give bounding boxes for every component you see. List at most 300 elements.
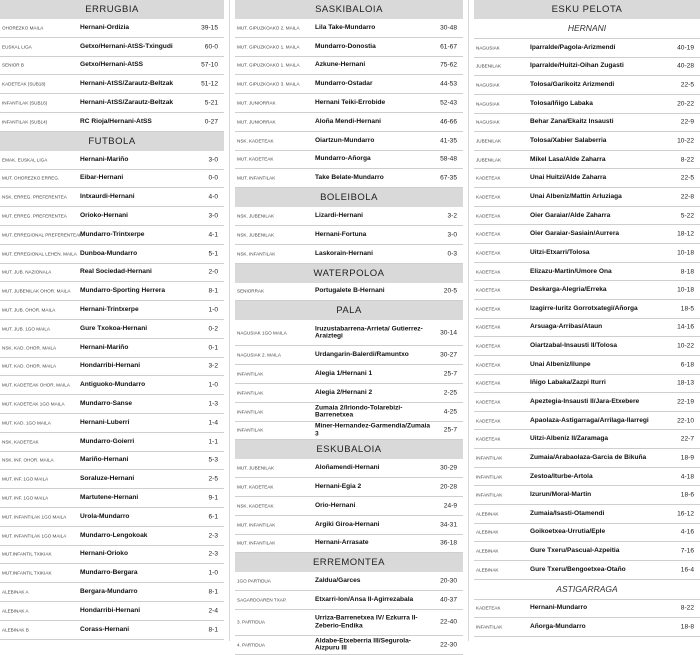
result-row-saskibaloia xyxy=(235,38,463,57)
match-score: 4-16 xyxy=(680,528,694,536)
match-score: 1-4 xyxy=(208,419,218,427)
match-teams: Aloñamendi-Hernani xyxy=(315,464,380,472)
category-label: KADETEAK xyxy=(476,175,501,181)
category-label: ALEBINAK xyxy=(476,567,499,573)
match-teams: Izurun/Moral-Martin xyxy=(530,491,592,499)
result-row-esku-pelota xyxy=(474,393,700,412)
section-header-errugbia: ERRUGBIA xyxy=(0,0,224,19)
category-label: KADETEAK xyxy=(476,418,501,424)
match-teams: Unai Albeniz/Mattin Arluziaga xyxy=(530,193,622,201)
result-row-errugbia xyxy=(0,94,224,113)
match-score: 39-15 xyxy=(201,24,218,32)
match-teams: Hernani-Arrasate xyxy=(315,539,369,547)
result-row-esku-pelota xyxy=(474,95,700,114)
match-score: 16-12 xyxy=(677,510,694,518)
match-score: 8-1 xyxy=(208,588,218,596)
category-label: NSK. INFANTILAK xyxy=(237,251,276,257)
category-label: MUT. KADETEAK 1GO MAILA xyxy=(2,401,65,407)
match-score: 25-7 xyxy=(443,370,457,378)
result-row-esku-pelota xyxy=(474,263,700,282)
match-teams: Uitzi-Etxarri/Tolosa xyxy=(530,249,590,257)
match-score: 41-35 xyxy=(440,137,457,145)
match-score: 18-13 xyxy=(677,379,694,387)
match-teams: Intxaurdi-Hernani xyxy=(80,193,135,201)
category-label: MUT. INFANTILAK xyxy=(237,522,276,528)
match-score: 1-3 xyxy=(208,400,218,408)
category-label: NAGUSIAK 2. MAILA xyxy=(237,352,281,358)
result-row-futbola xyxy=(0,583,224,602)
result-row-eskubaloia xyxy=(235,535,463,554)
match-score: 18-9 xyxy=(680,454,694,462)
match-score: 4-18 xyxy=(680,473,694,481)
match-score: 61-67 xyxy=(440,43,457,51)
result-row-esku-pelota xyxy=(474,486,700,505)
match-teams: Eibar-Hernani xyxy=(80,174,124,182)
category-label: MUT. ERREGIONAL LEHEN. MAILA xyxy=(2,251,77,257)
match-teams: Hernani-Luberri xyxy=(80,419,130,427)
match-teams: Tolosa/Xabier Salaberria xyxy=(530,137,607,145)
subsection-header-astigarraga: ASTIGARRAGA xyxy=(474,580,700,600)
match-score: 10-18 xyxy=(677,286,694,294)
match-teams: Orio-Hernani xyxy=(315,502,356,510)
result-row-saskibaloia xyxy=(235,94,463,113)
match-score: 67-35 xyxy=(440,174,457,182)
category-label: MUT. GIPUZKOAKO 3. MAILA xyxy=(237,81,300,87)
result-row-futbola xyxy=(0,226,224,245)
result-row-eskubaloia xyxy=(235,516,463,535)
result-row-errugbia xyxy=(0,19,224,38)
category-label: INFANTILAK xyxy=(476,474,503,480)
match-teams: Apaolaza-Astigarraga/Arrilaga-Ilarregi xyxy=(530,416,649,424)
result-row-saskibaloia xyxy=(235,169,463,188)
result-row-erremontea xyxy=(235,636,463,655)
category-label: MUT. GIPUZKOAKO 1. MAILA xyxy=(237,44,300,50)
result-row-esku-pelota xyxy=(474,281,700,300)
result-row-futbola xyxy=(0,264,224,283)
match-teams: Soraluze-Hernani xyxy=(80,475,135,483)
result-row-futbola xyxy=(0,170,224,189)
category-label: MUT. JUBENILAK OHOR. MAILA xyxy=(2,288,71,294)
result-row-esku-pelota xyxy=(474,337,700,356)
match-score: 2-4 xyxy=(208,607,218,615)
match-teams: Unai Albeniz/Ilunpe xyxy=(530,360,591,368)
match-teams: Dunboa-Mundarro xyxy=(80,249,138,257)
category-label: INFANTILAK xyxy=(476,455,503,461)
match-teams: Laskorain-Hernani xyxy=(315,249,373,257)
match-score: 18-12 xyxy=(677,230,694,238)
match-teams: Hernani Teiki-Errobide xyxy=(315,99,386,107)
match-score: 22-5 xyxy=(680,174,694,182)
category-label: MUT. KADETEAK xyxy=(237,484,274,490)
category-label: MUT.INFANTIL TXIKIAK xyxy=(2,570,52,576)
category-label: MUT. INFANTILAK xyxy=(237,175,276,181)
match-teams: Hernani-Ordizia xyxy=(80,24,130,32)
match-score: 40-19 xyxy=(677,44,694,52)
category-label: NAGUSIAK 1GO MAILA xyxy=(237,330,287,336)
match-teams: Oiartzabal-Insausti II/Tolosa xyxy=(530,342,618,350)
match-teams: Gure Txokoa-Hernani xyxy=(80,325,148,333)
match-score: 22-19 xyxy=(677,398,694,406)
match-teams: Iparralde/Pagola-Arizmendi xyxy=(530,44,616,52)
match-score: 22-5 xyxy=(680,81,694,89)
match-score: 2-3 xyxy=(208,550,218,558)
result-row-esku-pelota xyxy=(474,524,700,543)
match-teams: Azkune-Hernani xyxy=(315,61,366,69)
match-teams: Hondarribi-Hernani xyxy=(80,607,141,615)
match-score: 0-0 xyxy=(208,174,218,182)
match-teams: Añorga-Mundarro xyxy=(530,623,586,631)
match-teams: Mundarro-Trintxerpe xyxy=(80,231,145,239)
category-label: EUSKAL LIGA xyxy=(2,44,32,50)
match-teams: Uitzi-Albeniz II/Zaramaga xyxy=(530,435,609,443)
match-score: 10-22 xyxy=(677,137,694,145)
category-label: MUT. KAD. 1GO MAILA xyxy=(2,420,51,426)
category-label: INFANTILAK xyxy=(476,624,503,630)
match-score: 3-2 xyxy=(208,362,218,370)
category-label: MUT. INF. 1GO MAILA xyxy=(2,476,49,482)
match-score: 7-16 xyxy=(680,547,694,555)
column-3 xyxy=(474,0,700,637)
result-row-esku-pelota xyxy=(474,412,700,431)
match-teams: Portugalete B-Hernani xyxy=(315,287,385,295)
category-label: KADETEAK xyxy=(476,250,501,256)
result-row-esku-pelota xyxy=(474,207,700,226)
result-row-eskubaloia xyxy=(235,478,463,497)
result-row-futbola xyxy=(0,376,224,395)
match-teams: Corass-Hernani xyxy=(80,625,130,633)
match-score: 0-1 xyxy=(208,344,218,352)
match-teams: Antiguoko-Mundarro xyxy=(80,381,146,389)
result-row-futbola xyxy=(0,452,224,471)
category-label: SAGARDOAREN TXAP. xyxy=(237,597,287,603)
match-teams: Real Sociedad-Hernani xyxy=(80,268,152,276)
result-row-pala xyxy=(235,422,463,441)
category-label: MUT. KADETEAK OHOR. MAILA xyxy=(2,382,70,388)
match-teams: Hernani-Mariño xyxy=(80,155,129,163)
match-score: 20-22 xyxy=(677,100,694,108)
match-teams: Take Belate-Mundarro xyxy=(315,174,384,182)
category-label: KADETEAK xyxy=(476,194,501,200)
match-score: 20-5 xyxy=(443,287,457,295)
category-label: ALEBINAK xyxy=(476,548,499,554)
match-teams: Hernani-AtSS/Zarautz-Beltzak xyxy=(80,80,174,88)
category-label: NAGUSIAK xyxy=(476,101,500,107)
category-label: KADETEAK xyxy=(476,324,501,330)
match-score: 5-22 xyxy=(680,212,694,220)
category-label: ALEBINAK xyxy=(476,529,499,535)
result-row-astigarraga xyxy=(474,618,700,637)
category-label: MUT. GIPUZKOAKO 1. MAILA xyxy=(237,62,300,68)
match-teams: Zaldua/Garces xyxy=(315,577,361,585)
result-row-futbola xyxy=(0,301,224,320)
category-label: MUT. JUB. OHOR. MAILA xyxy=(2,307,56,313)
match-teams: Argiki Giroa-Hernani xyxy=(315,520,380,528)
match-score: 20-30 xyxy=(440,577,457,585)
category-label: NSK. ERREG. PREFERENTEA xyxy=(2,194,67,200)
category-label: KADETEAK xyxy=(476,213,501,219)
match-teams: Mikel Lasa/Alde Zaharra xyxy=(530,155,606,163)
match-score: 58-48 xyxy=(440,155,457,163)
match-score: 5-3 xyxy=(208,456,218,464)
column-divider xyxy=(229,0,230,641)
section-header-saskibaloia: SASKIBALOIA xyxy=(235,0,463,19)
match-teams: Aldabe-Etxeberria III/Segurola-Aizpuru III xyxy=(315,637,412,652)
match-score: 4-25 xyxy=(443,408,457,416)
section-header-futbola: FUTBOLA xyxy=(0,132,224,151)
category-label: INFANTILAK xyxy=(237,371,264,377)
match-teams: Mundarro-Sporting Herrera xyxy=(80,287,165,295)
result-row-esku-pelota xyxy=(474,319,700,338)
match-score: 4-1 xyxy=(208,231,218,239)
column-1 xyxy=(0,0,224,640)
match-teams: Unai Huitzi/Alde Zaharra xyxy=(530,174,607,182)
result-row-boleibola xyxy=(235,226,463,245)
result-row-esku-pelota xyxy=(474,505,700,524)
match-score: 3-0 xyxy=(208,156,218,164)
result-row-futbola xyxy=(0,527,224,546)
match-score: 51-12 xyxy=(201,80,218,88)
match-score: 1-1 xyxy=(208,438,218,446)
category-label: KADETEAK (SUB18) xyxy=(2,81,46,87)
match-teams: Mundarro-Goierri xyxy=(80,437,135,445)
match-score: 30-27 xyxy=(440,351,457,359)
category-label: NAGUSIAK xyxy=(476,45,500,51)
category-label: MUT. ERREGIONAL PREFERENTEAK xyxy=(2,232,83,238)
match-score: 46-66 xyxy=(440,118,457,126)
match-score: 5-21 xyxy=(204,99,218,107)
result-row-esku-pelota xyxy=(474,39,700,58)
category-label: ALEBINAK A xyxy=(2,589,29,595)
match-score: 22-9 xyxy=(680,118,694,126)
result-row-pala xyxy=(235,346,463,365)
result-row-futbola xyxy=(0,282,224,301)
category-label: NSK. KADETEAK xyxy=(237,138,274,144)
category-label: KADETEAK xyxy=(476,287,501,293)
category-label: NSK. INF. OHOR. MAILA xyxy=(2,457,54,463)
category-label: EMAK. EUSKAL LIGA xyxy=(2,157,48,163)
result-row-esku-pelota xyxy=(474,188,700,207)
match-teams: Mariño-Hernani xyxy=(80,456,129,464)
match-score: 8-22 xyxy=(680,604,694,612)
match-teams: Mundarro-Donostia xyxy=(315,42,376,50)
result-row-futbola xyxy=(0,358,224,377)
match-score: 22-7 xyxy=(680,435,694,443)
match-score: 40-28 xyxy=(677,62,694,70)
section-header-erremontea: ERREMONTEA xyxy=(235,553,463,572)
column-divider xyxy=(468,0,469,641)
category-label: ALEBINAK B xyxy=(2,627,29,633)
match-teams: Arsuaga-Arribas/Ataun xyxy=(530,323,603,331)
match-teams: Tolosa/Iñigo Labaka xyxy=(530,99,593,107)
match-teams: Hondarribi-Hernani xyxy=(80,362,141,370)
category-label: NSK. JUBENILAK xyxy=(237,232,275,238)
result-row-erremontea xyxy=(235,610,463,636)
category-label: KADETEAK xyxy=(476,380,501,386)
match-teams: Deskarga-Alegria/Erreka xyxy=(530,286,607,294)
match-teams: Bergara-Mundarro xyxy=(80,588,138,596)
match-score: 4-0 xyxy=(208,193,218,201)
result-row-esku-pelota xyxy=(474,225,700,244)
result-row-saskibaloia xyxy=(235,113,463,132)
match-score: 2-25 xyxy=(443,389,457,397)
match-score: 22-40 xyxy=(440,618,457,626)
match-teams: Aloña Mendi-Hernani xyxy=(315,118,381,126)
result-row-futbola xyxy=(0,320,224,339)
match-teams: RC Rioja/Hernani-AtSS xyxy=(80,118,152,126)
result-row-erremontea xyxy=(235,591,463,610)
match-score: 6-18 xyxy=(680,361,694,369)
result-row-futbola xyxy=(0,508,224,527)
result-row-erremontea xyxy=(235,572,463,591)
match-score: 9-1 xyxy=(208,494,218,502)
category-label: KADETEAK xyxy=(476,399,501,405)
match-teams: Behar Zana/Ekaitz Insausti xyxy=(530,118,614,126)
match-score: 18-5 xyxy=(680,305,694,313)
section-header-boleibola: BOLEIBOLA xyxy=(235,188,463,207)
category-label: NSK. KADETEAK xyxy=(2,439,39,445)
match-teams: Izagirre-Iuritz Gorrotxategi/Añorga xyxy=(530,304,638,312)
result-row-futbola xyxy=(0,188,224,207)
category-label: MUT. JUBENILAK xyxy=(237,465,275,471)
match-teams: Zumaia/Arabaolaza-Garcia de Bikuña xyxy=(530,454,647,462)
result-row-saskibaloia xyxy=(235,57,463,76)
match-teams: Tolosa/Garikoitz Arizmendi xyxy=(530,81,615,89)
result-row-esku-pelota xyxy=(474,375,700,394)
category-label: ALEBINAK A xyxy=(2,608,29,614)
match-teams: Alegia 2/Hernani 2 xyxy=(315,389,373,397)
category-label: MUT. ERREG. PREFERENTEA xyxy=(2,213,67,219)
match-score: 8-1 xyxy=(208,287,218,295)
category-label: MUT. INFANTILAK 1GO MAILA xyxy=(2,533,67,539)
match-score: 6-1 xyxy=(208,513,218,521)
match-score: 34-31 xyxy=(440,521,457,529)
match-teams: Iruzustabarrena-Arrieta/ Gutierrez-Araiztegi xyxy=(315,325,423,340)
match-teams: Zumaia/Isasti-Otamendi xyxy=(530,510,605,518)
match-score: 3-2 xyxy=(447,212,457,220)
category-label: NAGUSIAK xyxy=(476,82,500,88)
category-label: MUT. INFANTILAK 1GO MAILA xyxy=(2,514,67,520)
result-row-futbola xyxy=(0,414,224,433)
result-row-futbola xyxy=(0,151,224,170)
result-row-esku-pelota xyxy=(474,76,700,95)
result-row-errugbia xyxy=(0,57,224,76)
result-row-esku-pelota xyxy=(474,542,700,561)
result-row-futbola xyxy=(0,602,224,621)
match-score: 2-0 xyxy=(208,268,218,276)
category-label: MUT. JUNIORRAK xyxy=(237,119,276,125)
match-teams: Lila Take-Mundarro xyxy=(315,24,376,32)
match-teams: Martutene-Hernani xyxy=(80,494,139,502)
match-teams: Miner-Hernandez-Garmendia/Zumaia 3 xyxy=(315,422,431,438)
match-score: 52-43 xyxy=(440,99,457,107)
match-score: 16-4 xyxy=(680,566,694,574)
match-teams: Getxo/Hernani-AtSS-Txingudi xyxy=(80,42,173,50)
match-score: 20-28 xyxy=(440,483,457,491)
match-teams: Oiartzun-Mundarro xyxy=(315,136,375,144)
category-label: JUBENILAK xyxy=(476,157,502,163)
match-teams: Alegia 1/Hernani 1 xyxy=(315,370,373,378)
result-row-esku-pelota xyxy=(474,169,700,188)
result-row-futbola xyxy=(0,489,224,508)
match-teams: Getxo/Hernani-AtSS xyxy=(80,61,144,69)
match-score: 30-48 xyxy=(440,24,457,32)
match-score: 14-16 xyxy=(677,323,694,331)
result-row-futbola xyxy=(0,621,224,640)
subsection-header-hernani: HERNANI xyxy=(474,19,700,39)
match-score: 25-7 xyxy=(443,426,457,434)
result-row-esku-pelota xyxy=(474,449,700,468)
result-row-astigarraga xyxy=(474,600,700,619)
match-teams: Apeztegia-Insausti II/Jara-Etxebere xyxy=(530,398,640,406)
match-score: 57-10 xyxy=(201,61,218,69)
category-label: JUBENILAK xyxy=(476,138,502,144)
result-row-saskibaloia xyxy=(235,132,463,151)
result-row-esku-pelota xyxy=(474,58,700,77)
match-score: 24-9 xyxy=(443,502,457,510)
match-teams: Hernani-Orioko xyxy=(80,550,128,558)
category-label: 1GO PARTIDUA xyxy=(237,578,271,584)
category-label: NSK. KAD. OHOR. MAILA xyxy=(2,345,57,351)
result-row-eskubaloia xyxy=(235,497,463,516)
match-score: 8-18 xyxy=(680,268,694,275)
match-teams: Iñigo Labaka/Zazpi Iturri xyxy=(530,379,606,387)
match-score: 1-0 xyxy=(208,381,218,389)
result-row-esku-pelota xyxy=(474,430,700,449)
category-label: JUBENILAK xyxy=(476,63,502,69)
result-row-futbola xyxy=(0,546,224,565)
match-score: 0-3 xyxy=(447,250,457,258)
category-label: KADETEAK xyxy=(476,231,501,237)
match-score: 18-6 xyxy=(680,491,694,499)
match-score: 22-8 xyxy=(680,193,694,201)
result-row-pala xyxy=(235,365,463,384)
match-teams: Hernani-Trintxerpe xyxy=(80,306,139,314)
result-row-errugbia xyxy=(0,38,224,57)
match-score: 0-27 xyxy=(204,118,218,126)
result-row-futbola xyxy=(0,433,224,452)
result-row-errugbia xyxy=(0,75,224,94)
category-label: NAGUSIAK xyxy=(476,119,500,125)
result-row-boleibola xyxy=(235,207,463,226)
category-label: INFANTILAK xyxy=(237,390,264,396)
category-label: MUT. KADETEAK xyxy=(237,156,274,162)
category-label: SENIORRAK xyxy=(237,288,265,294)
result-row-futbola xyxy=(0,339,224,358)
result-row-futbola xyxy=(0,564,224,583)
category-label: INFANTILAK (SUB16) xyxy=(2,100,48,106)
match-teams: Iparralde/Huitzi-Oihan Zugasti xyxy=(530,62,624,70)
category-label: MUT. GIPUZKOAKO 2. MAILA xyxy=(237,25,300,31)
match-teams: Urriza-Barrenetxea IV/ Ezkurra II-Zeberio-Endika xyxy=(315,614,418,630)
match-score: 1-0 xyxy=(208,306,218,314)
match-teams: Hernani-Fortuna xyxy=(315,231,367,239)
category-label: MUT. INFANTILAK xyxy=(237,540,276,546)
category-label: KADETEAK xyxy=(476,362,501,368)
category-label: KADETEAK xyxy=(476,269,501,274)
match-score: 18-8 xyxy=(680,623,694,631)
match-teams: Gure Txeru/Pascual-Azpeitia xyxy=(530,547,620,555)
match-score: 3-0 xyxy=(208,212,218,220)
match-score: 44-53 xyxy=(440,80,457,88)
result-row-saskibaloia xyxy=(235,151,463,170)
match-teams: Orioko-Hernani xyxy=(80,212,128,220)
result-row-saskibaloia xyxy=(235,75,463,94)
match-teams: Etxarri-Ion/Ansa II-Agirrezabala xyxy=(315,596,414,604)
category-label: KADETEAK xyxy=(476,436,501,442)
result-row-eskubaloia xyxy=(235,459,463,478)
match-score: 30-14 xyxy=(440,329,457,337)
match-teams: Oier Garaiar-Sasiain/Aurrera xyxy=(530,230,620,238)
